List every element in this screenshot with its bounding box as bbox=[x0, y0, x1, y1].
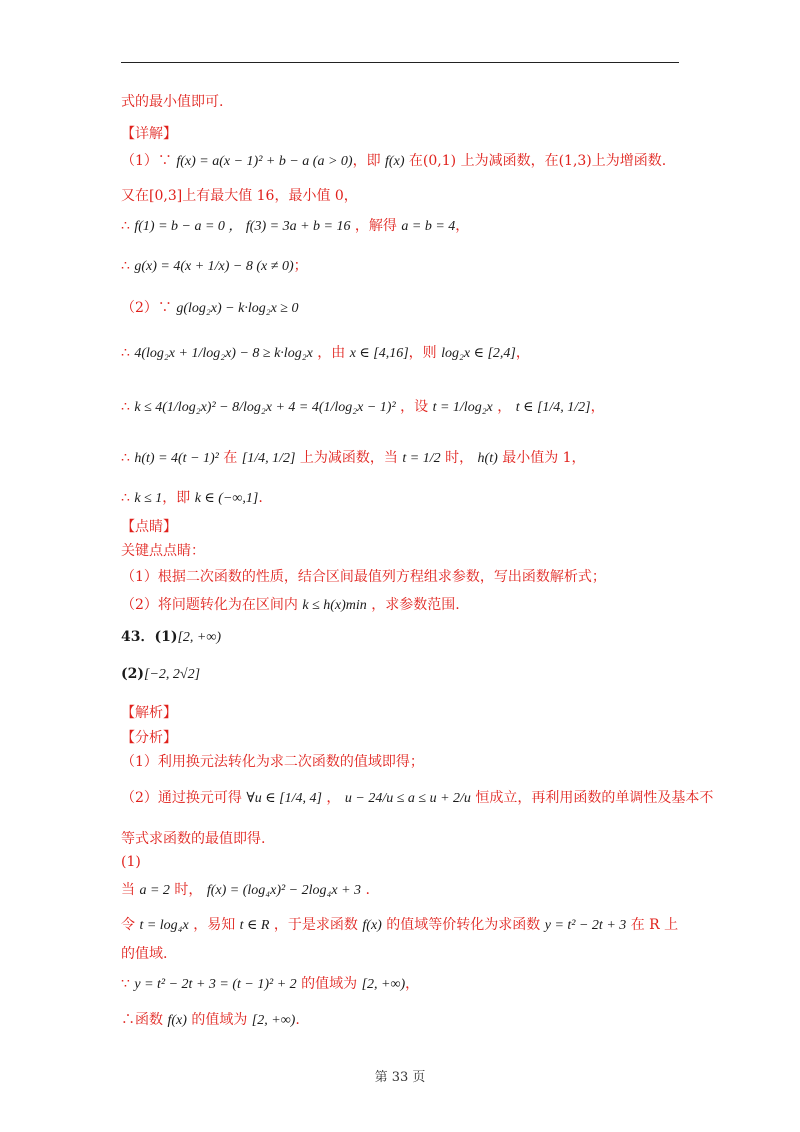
math-expression: k ≤ 4(1/log₂x)² − 8/log₂x + 4 = 4(1/log₂x − 1)² bbox=[134, 400, 396, 415]
math-expression: a = b = 4 bbox=[401, 219, 456, 234]
text-line: 关键点点睛： bbox=[121, 543, 205, 559]
math-expression: 4(log₂x + 1/log₂x) − 8 ≥ k·log₂x bbox=[134, 346, 313, 361]
text-span: (2) bbox=[121, 666, 144, 682]
text-line: 【详解】 bbox=[121, 126, 177, 142]
text-span: ，即 bbox=[352, 153, 386, 169]
text-span: 的值域等价转化为求函数 bbox=[381, 917, 545, 933]
header-rule bbox=[121, 62, 679, 63]
text-span: ，即 bbox=[162, 490, 195, 506]
text-span: 最小值为 1， bbox=[497, 450, 586, 466]
text-line bbox=[121, 1010, 300, 1031]
text-span: ∴ bbox=[121, 218, 135, 234]
math-expression: a = 2 bbox=[139, 883, 170, 898]
text-span: ，由 bbox=[312, 345, 350, 361]
text-span: （2）通过换元可得 bbox=[121, 790, 247, 806]
text-span: 的值域为 bbox=[296, 976, 362, 992]
math-expression: g(x) = 4(x + 1/x) − 8 (x ≠ 0) bbox=[134, 259, 294, 274]
math-expression: h(t) = 4(t − 1)² bbox=[134, 451, 219, 466]
math-expression: [2, +∞) bbox=[361, 977, 406, 992]
text-span: 在 bbox=[218, 450, 242, 466]
math-expression: t ∈ [1/4, 1/2] bbox=[515, 400, 591, 415]
text-span: ， bbox=[405, 976, 420, 992]
text-span: . bbox=[361, 882, 370, 898]
math-expression: [1/4, 1/2] bbox=[241, 451, 296, 466]
text-span: ， bbox=[455, 218, 470, 234]
text-line: 【点睛】 bbox=[121, 519, 177, 535]
text-span: ，设 bbox=[395, 399, 433, 415]
text-span: 时， bbox=[440, 450, 478, 466]
text-line: 等式求函数的最值即得. bbox=[121, 831, 266, 847]
math-expression: t = log₄x bbox=[139, 918, 189, 933]
text-line bbox=[121, 788, 713, 809]
text-span: ，则 bbox=[408, 345, 442, 361]
text-line bbox=[121, 397, 605, 418]
text-line bbox=[121, 151, 666, 172]
text-span: ∴ bbox=[121, 450, 135, 466]
text-line bbox=[121, 343, 530, 364]
math-expression: f(x) bbox=[385, 154, 405, 169]
math-expression: [2, +∞) bbox=[251, 1013, 296, 1028]
math-expression: k ∈ (−∞,1] bbox=[194, 491, 259, 506]
math-expression: t = 1/2 bbox=[402, 451, 441, 466]
text-line bbox=[121, 627, 221, 648]
math-expression: f(x) = a(x − 1)² + b − a (a > 0) bbox=[176, 154, 353, 169]
text-span: . bbox=[295, 1012, 300, 1028]
math-expression: t ∈ R bbox=[239, 918, 270, 933]
text-line: （1）根据二次函数的性质，结合区间最值列方程组求参数，写出函数解析式； bbox=[121, 569, 606, 585]
text-line bbox=[121, 298, 298, 319]
math-expression: g(log₂x) − k·log₂x ≥ 0 bbox=[176, 301, 299, 316]
text-line bbox=[121, 974, 419, 995]
text-span: ，易知 bbox=[188, 917, 240, 933]
math-expression: [2, +∞) bbox=[177, 630, 222, 645]
math-expression: y = t² − 2t + 3 = (t − 1)² + 2 bbox=[134, 977, 297, 992]
page-footer: 第 33 页 bbox=[374, 1070, 426, 1085]
text-span: ， bbox=[515, 345, 530, 361]
text-span: 时， bbox=[169, 882, 207, 898]
text-line: 又在[0,3]上有最大值 16，最小值 0， bbox=[121, 188, 358, 204]
text-span: ∴ bbox=[121, 490, 135, 506]
text-span: 令 bbox=[121, 917, 140, 933]
text-line: (1) bbox=[121, 854, 141, 870]
text-span: 的值域为 bbox=[186, 1012, 252, 1028]
text-span: ， bbox=[492, 399, 516, 415]
text-span: ， bbox=[590, 399, 605, 415]
text-line bbox=[121, 216, 469, 237]
text-line: 的值域. bbox=[121, 946, 168, 962]
math-expression: k ≤ h(x)min bbox=[302, 598, 367, 613]
math-expression: f(x) bbox=[167, 1013, 187, 1028]
math-expression: f(1) = b − a = 0 ， f(3) = 3a + b = 16 bbox=[134, 219, 351, 234]
text-span: ； bbox=[293, 258, 308, 274]
math-expression: f(x) = (log₄x)² − 2log₄x + 3 bbox=[206, 883, 362, 898]
math-expression: t = 1/log₂x bbox=[432, 400, 493, 415]
math-expression: log₂x ∈ [2,4] bbox=[441, 346, 516, 361]
text-line bbox=[121, 915, 678, 936]
text-span: ∴ bbox=[121, 399, 135, 415]
math-expression: x ∈ [4,16] bbox=[349, 346, 409, 361]
text-span: 恒成立，再利用函数的单调性及基本不 bbox=[470, 790, 714, 806]
text-span: （1）∵ bbox=[121, 153, 177, 169]
text-span: （2）将问题转化为在区间内 bbox=[121, 597, 303, 613]
text-span: ，求参数范围. bbox=[366, 597, 460, 613]
text-line bbox=[121, 664, 200, 685]
text-span: 43．(1) bbox=[121, 629, 178, 645]
math-expression: y = t² − 2t + 3 bbox=[544, 918, 627, 933]
text-span: 当 bbox=[121, 882, 140, 898]
math-expression: [−2, 2√2] bbox=[144, 667, 201, 682]
text-line bbox=[121, 880, 370, 901]
math-expression: ∀u ∈ [1/4, 4] bbox=[246, 791, 322, 806]
text-span: 上为减函数，当 bbox=[295, 450, 403, 466]
text-line: （1）利用换元法转化为求二次函数的值域即得； bbox=[121, 754, 424, 770]
math-expression: k ≤ 1 bbox=[134, 491, 163, 506]
text-line bbox=[121, 256, 308, 277]
math-expression: u − 24/u ≤ a ≤ u + 2/u bbox=[344, 791, 471, 806]
text-line: 【分析】 bbox=[121, 730, 177, 746]
text-span: （2）∵ bbox=[121, 300, 177, 316]
text-line: 【解析】 bbox=[121, 705, 177, 721]
text-span: ∵ bbox=[121, 976, 135, 992]
text-span: 在 R 上 bbox=[626, 917, 679, 933]
math-expression: h(t) bbox=[477, 451, 498, 466]
text-line: 式的最小值即可. bbox=[121, 94, 224, 110]
text-line bbox=[121, 448, 586, 469]
text-span: ， bbox=[321, 790, 345, 806]
text-line bbox=[121, 595, 460, 616]
text-span: ∴函数 bbox=[121, 1012, 168, 1028]
math-expression: f(x) bbox=[362, 918, 382, 933]
text-span: 在(0,1) 上为减函数，在(1,3)上为增函数. bbox=[404, 153, 667, 169]
text-span: ，于是求函数 bbox=[269, 917, 363, 933]
text-line bbox=[121, 488, 263, 509]
text-span: ∴ bbox=[121, 258, 135, 274]
text-span: ，解得 bbox=[350, 218, 402, 234]
text-span: ∴ bbox=[121, 345, 135, 361]
text-span: . bbox=[258, 490, 263, 506]
